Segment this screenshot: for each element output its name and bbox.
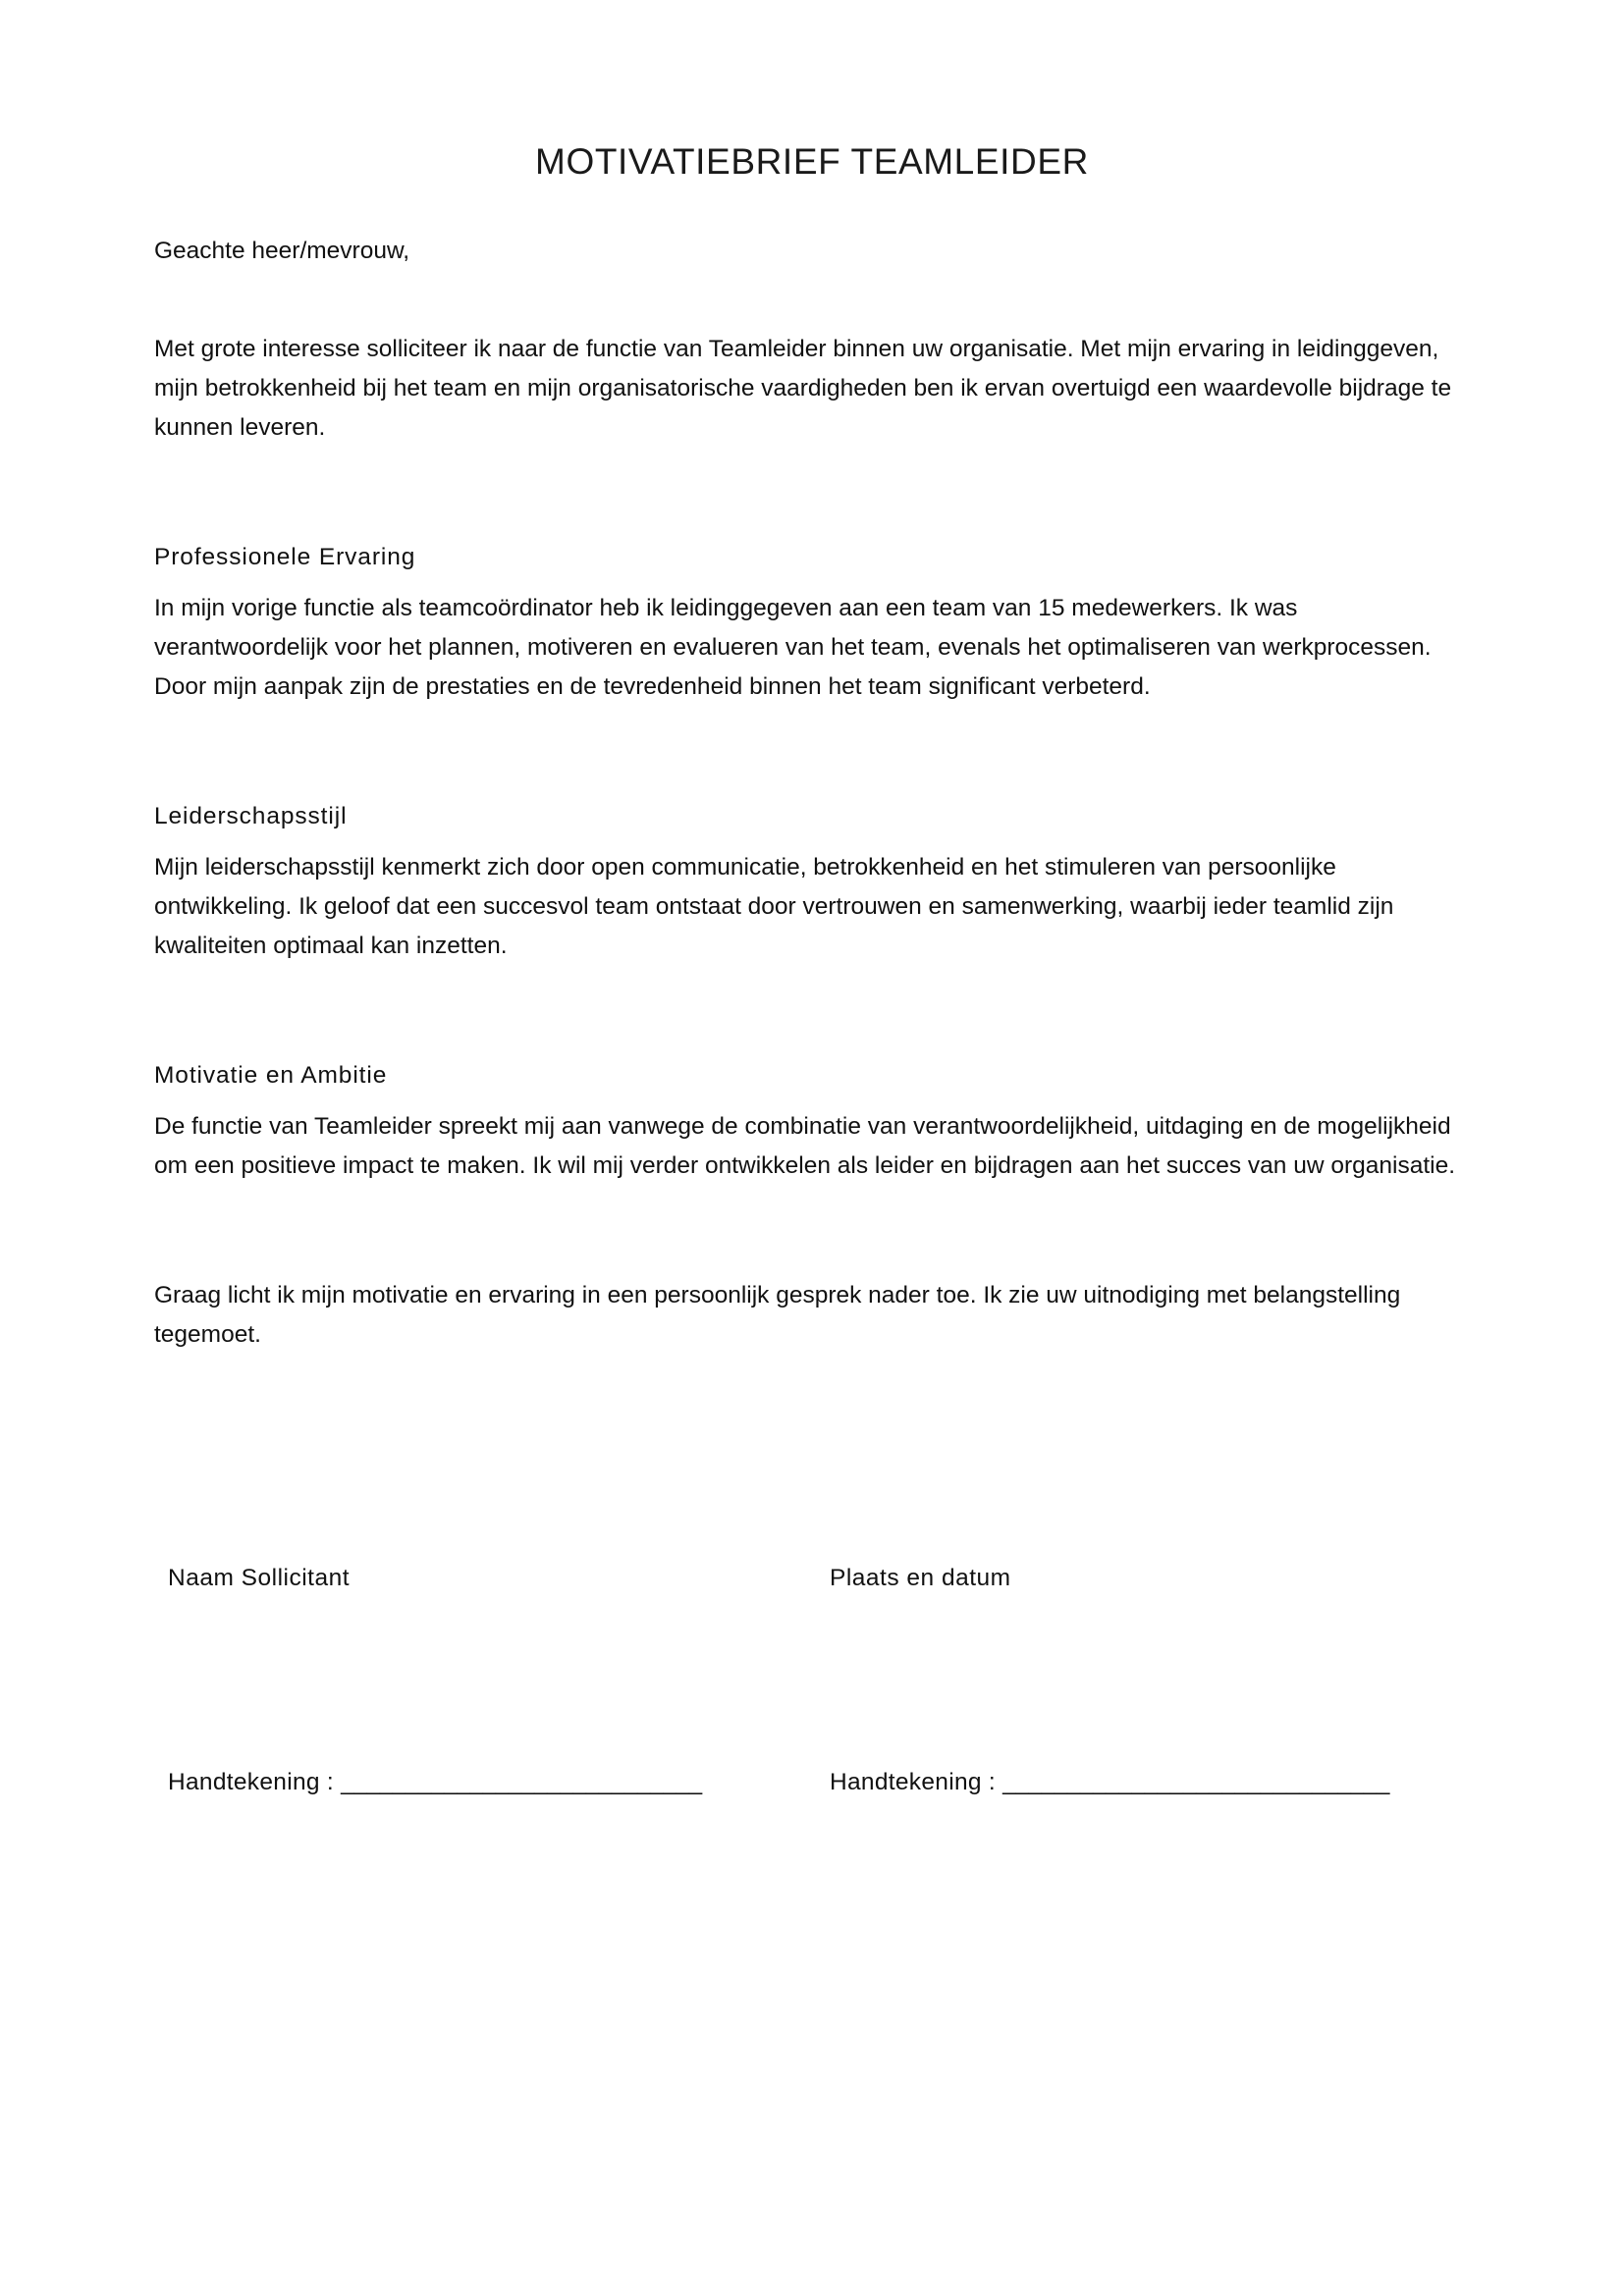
intro-paragraph: Met grote interesse solliciteer ik naar de functie van Teamleider binnen uw organisatie. Met mijn ervaring in leidinggeven, mijn betrokkenheid bij het team en mijn organisatorische vaardigheden ben ik ervan overtuigd een waardevolle bijdrage te kunnen leveren. — [154, 336, 1452, 441]
section-body: In mijn vorige functie als teamcoördinator heb ik leidinggegeven aan een team van 15 medewerkers. Ik was verantwoordelijk voor het plannen, motiveren en evalueren van het team, evenals het optimaliseren van werkprocessen. Door mijn aanpak zijn de prestaties en de tevredenheid binnen het team significant verbeterd. — [154, 595, 1432, 700]
section-body: De functie van Teamleider spreekt mij aan vanwege de combinatie van verantwoordelijkheid, uitdaging en de mogelijkheid om een positieve impact te maken. Ik wil mij verder ontwikkelen als leider en bijdragen aan het succes van uw organisatie. — [154, 1113, 1456, 1179]
applicant-name-label: Naam Sollicitant — [168, 1565, 351, 1591]
signature-rule: ______________________________ — [1002, 1769, 1389, 1795]
page-title: MOTIVATIEBRIEF TEAMLEIDER — [535, 140, 1089, 182]
signature-rule: ____________________________ — [341, 1769, 702, 1795]
signature-label: Handtekening : — [830, 1769, 1003, 1795]
signature-block — [168, 1559, 1474, 1802]
closing-paragraph: Graag licht ik mijn motivatie en ervaring in een persoonlijk gesprek nader toe. Ik zie uw uitnodiging met belangstelling tegemoet. — [154, 1282, 1401, 1348]
section-motivatie-en-ambitie — [154, 1056, 1466, 1186]
recipient-signature-field[interactable] — [830, 1763, 1389, 1802]
letter-body — [154, 232, 1466, 1355]
section-heading: Professionele Ervaring — [154, 544, 416, 570]
signature-name-row — [168, 1559, 1474, 1598]
place-and-date-label: Plaats en datum — [830, 1565, 1011, 1591]
section-heading: Leiderschapsstijl — [154, 803, 348, 829]
signature-line-row — [168, 1763, 1474, 1802]
section-professionele-ervaring — [154, 538, 1466, 707]
section-body: Mijn leiderschapsstijl kenmerkt zich door open communicatie, betrokkenheid en het stimuleren van persoonlijke ontwikkeling. Ik geloof dat een succesvol team ontstaat door vertrouwen en samenwerking, waarbij ieder teamlid zijn kwaliteiten optimaal kan inzetten. — [154, 854, 1394, 959]
section-heading: Motivatie en Ambitie — [154, 1062, 388, 1089]
signature-label: Handtekening : — [168, 1769, 342, 1795]
salutation-text: Geachte heer/mevrouw, — [154, 238, 410, 264]
section-leiderschapsstijl — [154, 797, 1466, 966]
applicant-signature-field[interactable] — [168, 1763, 702, 1802]
